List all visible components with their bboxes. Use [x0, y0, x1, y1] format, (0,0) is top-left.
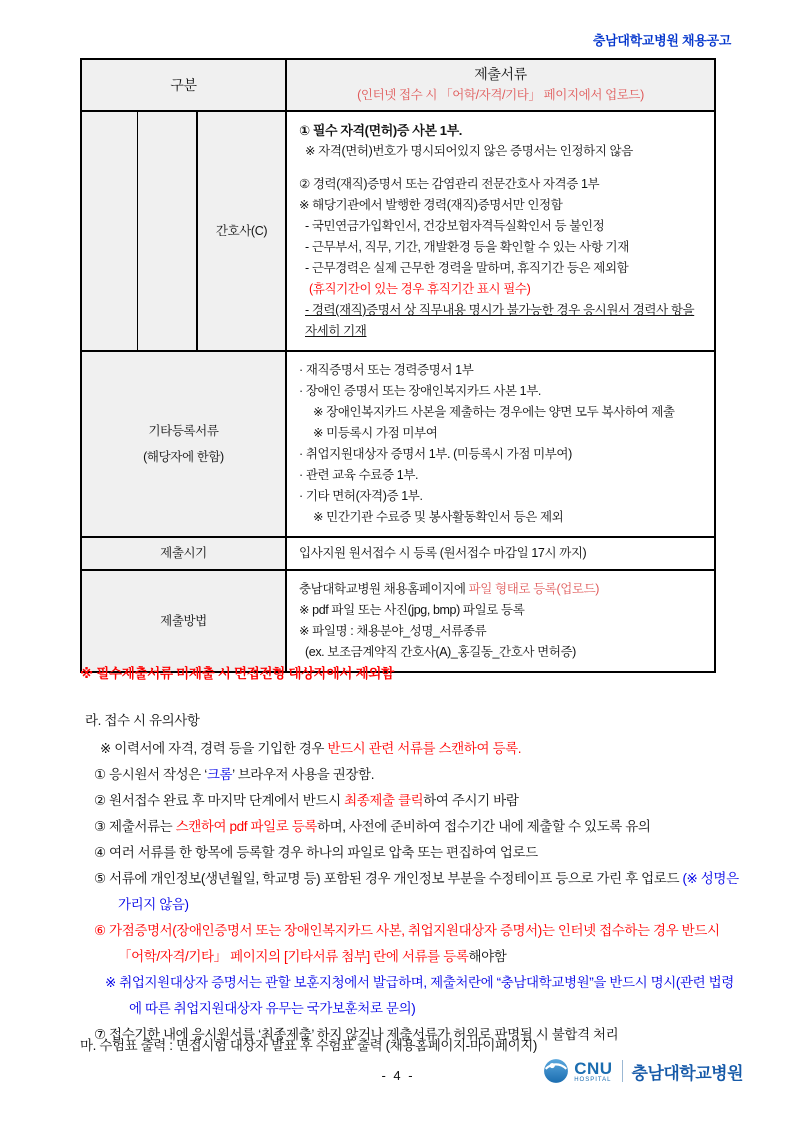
table-header-gubun: 구분 [82, 60, 287, 110]
text-segment: ⑦ 접수기한 내에 응시원서를 ‘최종제출’ 하지 않거나 제출서류가 허위로 판명될 시 불합격 처리 [94, 1027, 619, 1042]
row2-category-label [143, 418, 224, 470]
row2-line-3: ※ 장애인복지카드 사본을 제출하는 경우에는 양면 모두 복사하여 제출 [313, 405, 675, 419]
logo-hospital-name: 충남대학교병원 [631, 1063, 743, 1083]
row1-line-2: ※ 자격(면허)번호가 명시되어있지 않은 증명서는 인정하지 않음 [305, 144, 633, 158]
hospital-logo [543, 1058, 743, 1084]
row1-subcolumns [82, 112, 285, 350]
row2-line-7: · 기타 면허(자격)증 1부. [299, 489, 423, 503]
text-segment: ④ 여러 서류를 한 항목에 등록할 경우 하나의 파일로 압축 또는 편집하여 업로드 [94, 845, 538, 860]
logo-hospital-text: HOSPITAL [574, 1076, 612, 1083]
text-segment: 충남대학교병원 채용홈페이지에 [299, 582, 469, 596]
row4-line-2: ※ pdf 파일 또는 사진(jpg, bmp) 파일로 등록 [299, 603, 525, 617]
globe-icon [543, 1058, 569, 1084]
logo-cnu-text: CNU [574, 1058, 613, 1078]
ra-note-scan [80, 736, 740, 762]
row4-content-cell [287, 571, 714, 671]
section-ra-notes [80, 708, 740, 1048]
row3-label: 제출시기 [82, 538, 287, 569]
row2-line-1: · 재직증명서 또는 경력증명서 1부 [299, 363, 474, 377]
table-row-nurse-c [82, 112, 714, 352]
text-segment: ② 원서접수 완료 후 마지막 단계에서 반드시 [94, 793, 345, 808]
text-segment: ’ 브라우저 사용을 권장함. [232, 767, 375, 782]
required-docs-warning: ※ 필수제출서류 미제출 시 면접전형 대상자에서 제외함 [80, 666, 394, 681]
text-segment: 파일 형태로 등록(업로드) [468, 582, 600, 596]
table-header-row [82, 60, 714, 112]
row2-line-5: · 취업지원대상자 증명서 1부. (미등록시 가점 미부여) [299, 447, 572, 461]
page-header-title: 충남대학교병원 채용공고 [592, 33, 731, 48]
text-segment: 스캔하여 pdf 파일로 등록 [175, 819, 317, 834]
ra-item-5-personal-info [80, 866, 740, 918]
row1-content-cell [287, 112, 714, 350]
ra-item-3-pdf-scan [80, 814, 740, 840]
text-segment: ③ 제출서류는 [94, 819, 176, 834]
row4-label: 제출방법 [82, 571, 287, 671]
row1-category-label: 간호사(C) [215, 223, 268, 238]
row4-line-4: (ex. 보조금계약직 간호사(A)_홍길동_간호사 면허증) [305, 645, 576, 659]
text-segment: 최종제출 클릭 [344, 793, 424, 808]
row2-line-2: · 장애인 증명서 또는 장애인복지카드 사본 1부. [299, 384, 541, 398]
section-ra-title: 라. 접수 시 유의사항 [85, 713, 200, 728]
text-segment: 하며, 사전에 준비하여 접수기간 내에 제출할 수 있도록 유의 [317, 819, 651, 834]
text-segment: 해야함 [468, 949, 507, 964]
row2-category-line1: 기타등록서류 [148, 424, 219, 438]
table-row-other-docs [82, 352, 714, 538]
section-ma-exam-ticket: 마. 수험표 출력 : 면접시험 대상자 발표 후 수험표 출력 (채용홈페이지-마이페이지) [80, 1038, 538, 1053]
ra-note-veteran [80, 970, 740, 1022]
text-segment: (※ 성명은 가리지 않음) [118, 871, 739, 912]
row1-subcol-empty-1 [82, 112, 138, 350]
row1-line-7: - 근무경력은 실제 근무한 경력을 말하며, 휴직기간 등은 제외함 [305, 261, 629, 275]
page-number: - 4 - [381, 1068, 415, 1083]
row2-line-6: · 관련 교육 수료증 1부. [299, 468, 419, 482]
table-header-submit [287, 60, 714, 110]
table-header-submit-title: 제출서류 [474, 66, 527, 82]
table-row-submit-time [82, 538, 714, 571]
row2-category-cell [82, 352, 287, 536]
logo-divider [622, 1060, 623, 1082]
row2-category-line2: (해당자에 한함) [143, 450, 224, 464]
row2-line-8: ※ 민간기관 수료증 및 봉사활동확인서 등은 제외 [313, 510, 564, 524]
row1-line-4: ※ 해당기관에서 발행한 경력(재직)증명서만 인정함 [299, 198, 563, 212]
row1-line-6: - 근무부서, 직무, 기간, 개발환경 등을 확인할 수 있는 사항 기재 [305, 240, 629, 254]
ra-item-4-compress [80, 840, 740, 866]
row4-line-3: ※ 파일명 : 채용분야_성명_서류종류 [299, 624, 487, 638]
text-segment: 반드시 관련 서류를 스캔하여 등록. [327, 741, 522, 756]
text-segment: ① 응시원서 작성은 ‘ [94, 767, 207, 782]
row1-subcol-empty-2 [138, 112, 198, 350]
submission-documents-table [80, 58, 716, 673]
row1-line-9: - 경력(재직)증명서 상 직무내용 명시가 불가능한 경우 응시원서 경력사 항을 자세히 기재 [305, 303, 695, 338]
text-segment: 하여 주시기 바람 [423, 793, 519, 808]
row3-value: 입사지원 원서접수 시 등록 (원서접수 마감일 17시 까지) [287, 538, 714, 569]
text-segment: 크롬 [206, 767, 233, 782]
row1-category-cell [82, 112, 287, 350]
text-segment: ⑥ 가점증명서(장애인증명서 또는 장애인복지카드 사본, 취업지원대상자 증명서)는 인터넷 접수하는 경우 반드시 「어학/자격/기타」 페이지의 [기타서류 첨부] 란에 서류를 등록 [94, 923, 720, 964]
table-header-submit-subtitle: (인터넷 접수 시 「어학/자격/기타」 페이지에서 업로드) [357, 88, 644, 102]
text-segment: ※ 이력서에 자격, 경력 등을 기입한 경우 [100, 741, 328, 756]
row1-line-3: ② 경력(재직)증명서 또는 감염관리 전문간호사 자격증 1부 [299, 177, 600, 191]
ra-item-6-bonus-docs [80, 918, 740, 970]
row1-line-5: - 국민연금가입확인서, 건강보험자격득실확인서 등 불인정 [305, 219, 605, 233]
ra-item-2-final-submit [80, 788, 740, 814]
ra-item-1-chrome [80, 762, 740, 788]
logo-cnu-block [574, 1060, 612, 1083]
text-segment: ※ 취업지원대상자 증명서는 관할 보훈지청에서 발급하며, 제출처란에 “충남대학교병원”을 반드시 명시(관련 법령에 따른 취업지원대상자 유무는 국가보훈처로 문의) [105, 975, 734, 1016]
row1-line-1: ① 필수 자격(면허)증 사본 1부. [299, 123, 462, 138]
table-row-submit-method [82, 571, 714, 671]
row1-line-8: (휴직기간이 있는 경우 휴직기간 표시 필수) [309, 282, 531, 296]
row2-content-cell [287, 352, 714, 536]
row4-line-1 [299, 579, 702, 600]
row2-line-4: ※ 미등록시 가점 미부여 [313, 426, 438, 440]
text-segment: ⑤ 서류에 개인정보(생년월일, 학교명 등) 포함된 경우 개인정보 부분을 수정테이프 등으로 가린 후 업로드 [94, 871, 683, 886]
